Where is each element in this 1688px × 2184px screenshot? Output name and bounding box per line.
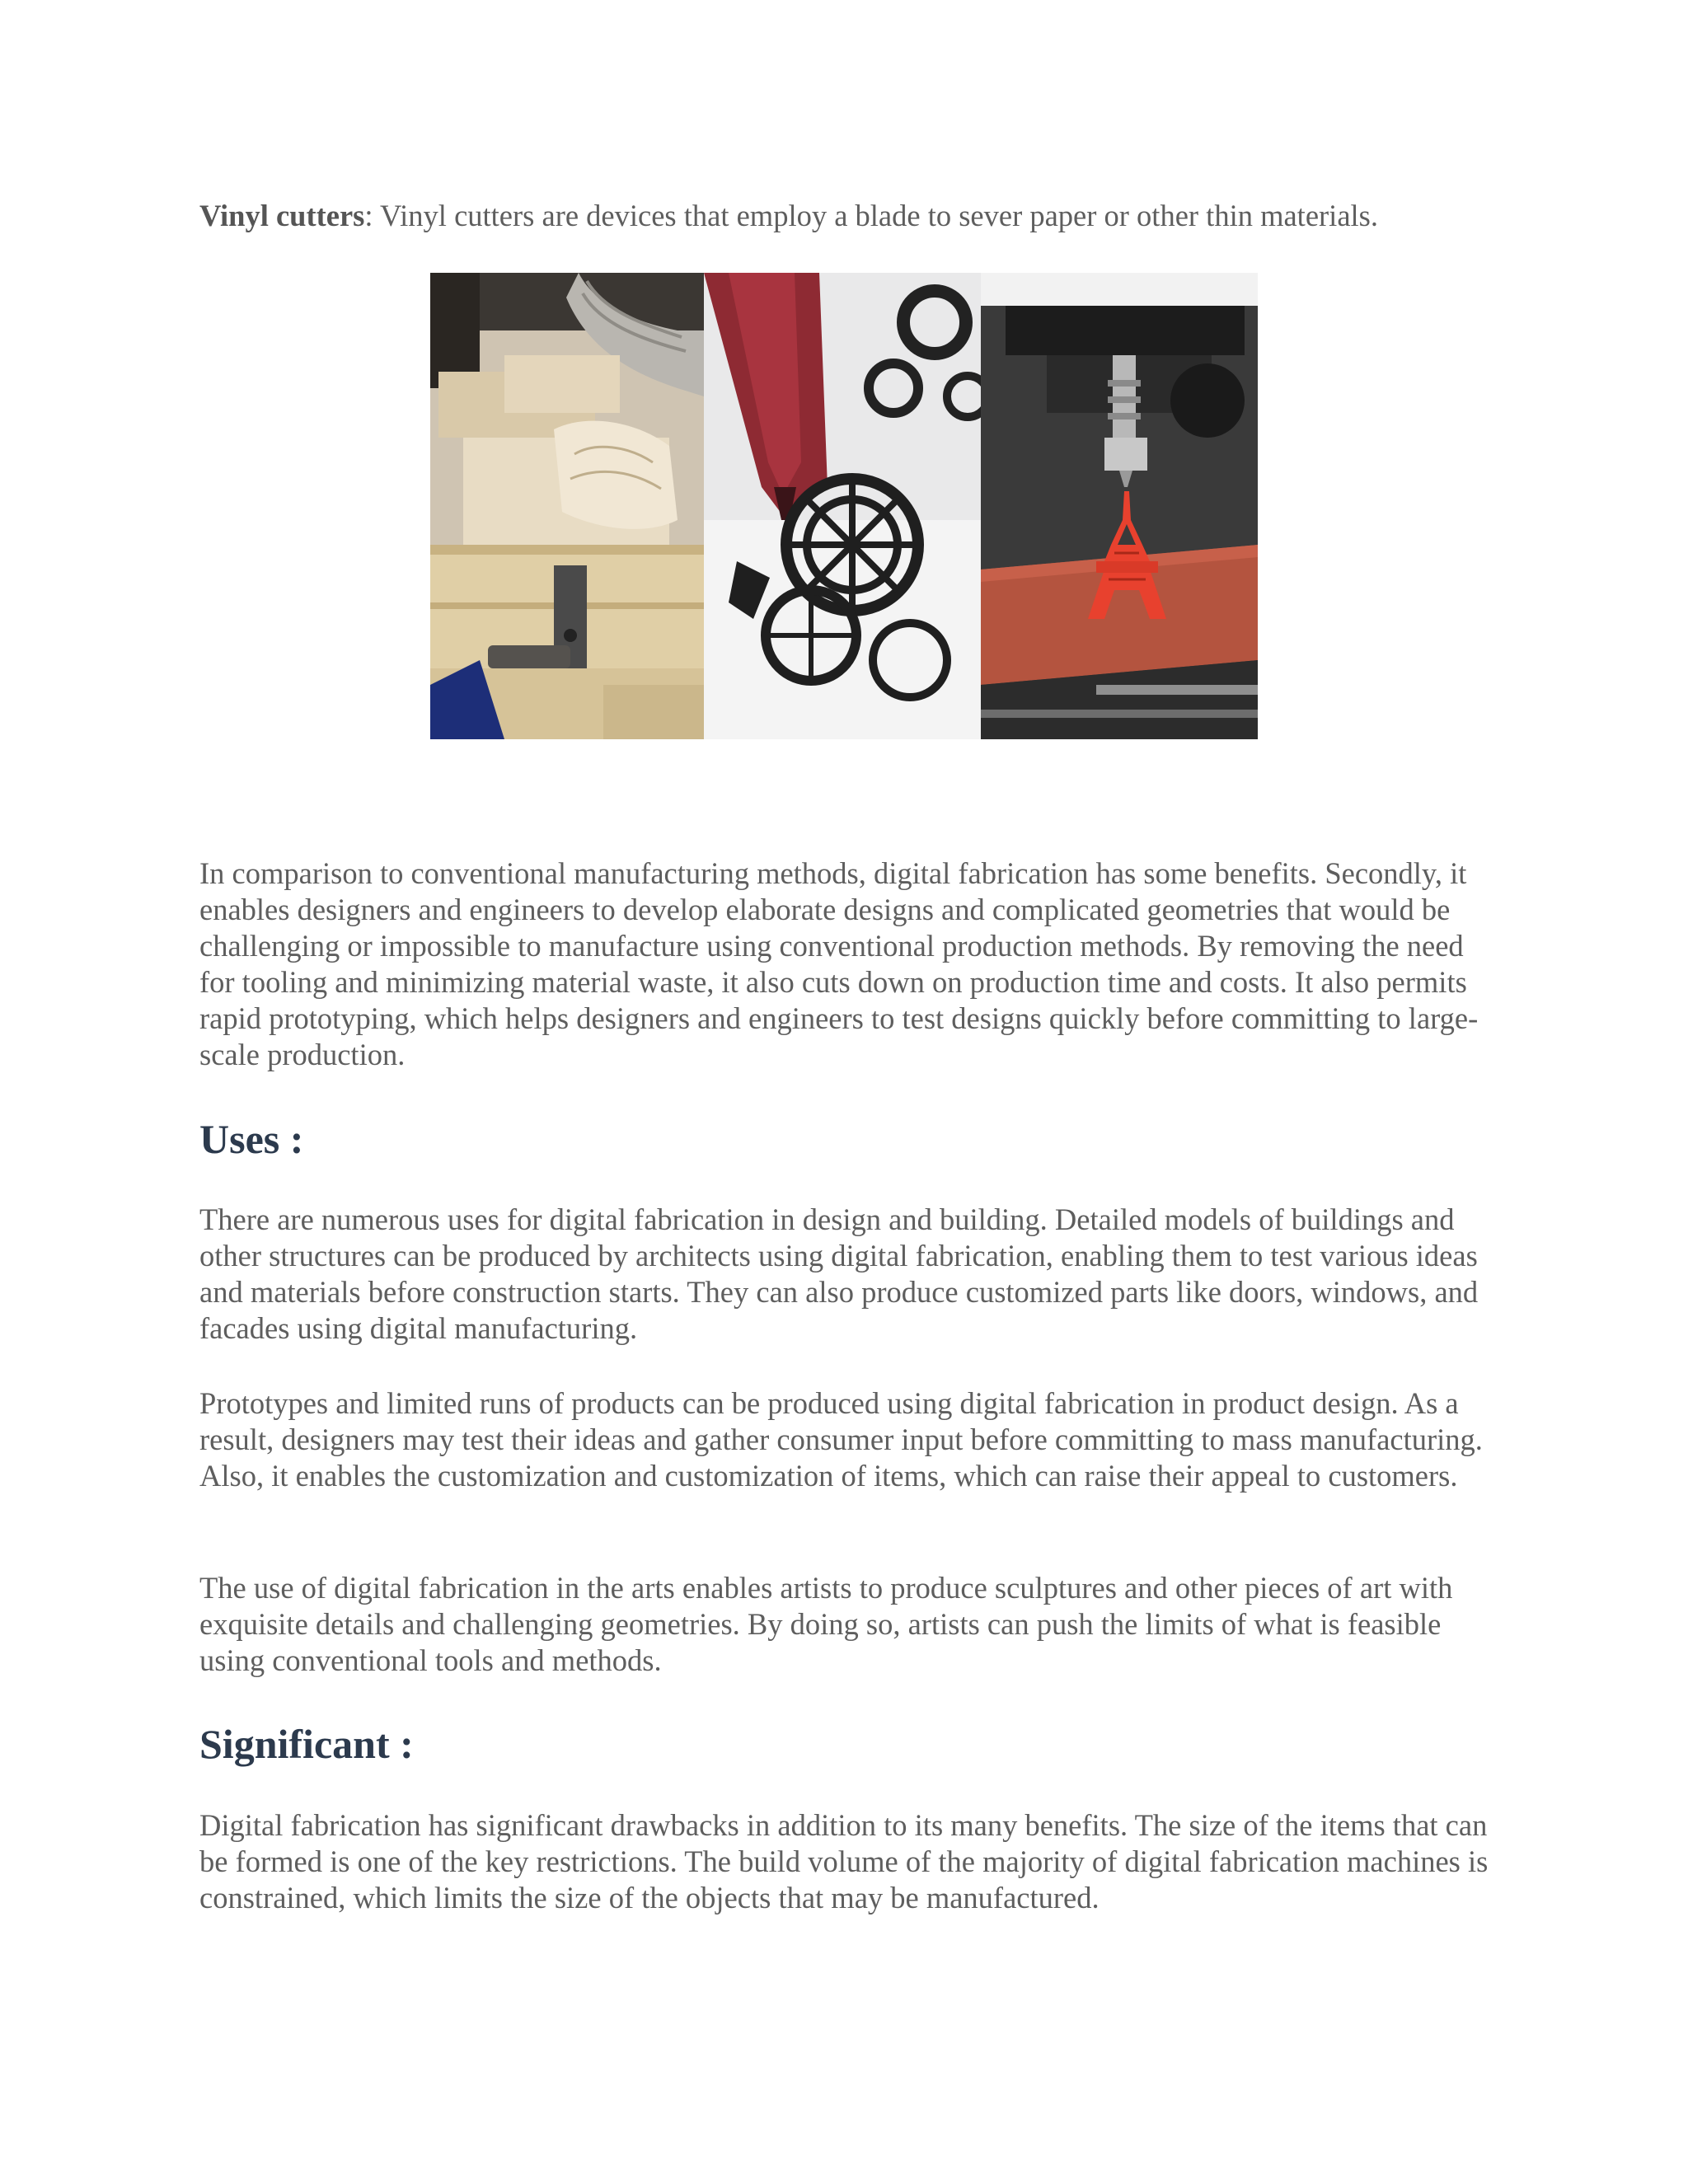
uses-heading: Uses : bbox=[199, 1116, 304, 1162]
significant-paragraph-1: Digital fabrication has significant drawbacks in addition to its many benefits. The size of the items that can be formed is one of the key restrictions. The build volume of the majority of digital fabrication machines is constrained, which limits the size of the objects that may be manufactured. bbox=[199, 1808, 1489, 1915]
intro-paragraph bbox=[199, 198, 1502, 234]
fabrication-figure bbox=[430, 273, 1258, 739]
intro-text: : Vinyl cutters are devices that employ a blade to sever paper or other thin materials. bbox=[364, 199, 1378, 232]
3d-printer-icon bbox=[981, 273, 1258, 739]
uses-paragraph-3: The use of digital fabrication in the arts enables artists to produce sculptures and other pieces of art with exquisite details and challenging geometries. By doing so, artists can push the limits of what is feasible using conventional tools and methods. bbox=[199, 1571, 1453, 1677]
intro-term: Vinyl cutters bbox=[199, 199, 365, 232]
significant-heading: Significant : bbox=[199, 1721, 414, 1767]
cnc-router-icon bbox=[430, 273, 704, 739]
laser-cutter-icon bbox=[704, 273, 981, 739]
uses-paragraph-1: There are numerous uses for digital fabrication in design and building. Detailed models of buildings and other structures can be produced by architects using digital fabrication, enabling them to test various ideas and materials before construction starts. They can also produce customized parts like doors, windows, and facades using digital manufacturing. bbox=[199, 1202, 1479, 1345]
benefits-paragraph: In comparison to conventional manufacturing methods, digital fabrication has some benefits. Secondly, it enables designers and engineers to develop elaborate designs and complicated geometries that would be challenging or impossible to manufacture using conventional production methods. By removing the need for tooling and minimizing material waste, it also cuts down on production time and costs. It also permits rapid prototyping, which helps designers and engineers to test designs quickly before committing to large-scale production. bbox=[199, 856, 1479, 1071]
uses-paragraph-2: Prototypes and limited runs of products can be produced using digital fabrication in product design. As a result, designers may test their ideas and gather consumer input before committing to mass manufacturing. Also, it enables the customization and customization of items, which can raise their appeal to customers. bbox=[199, 1386, 1483, 1493]
